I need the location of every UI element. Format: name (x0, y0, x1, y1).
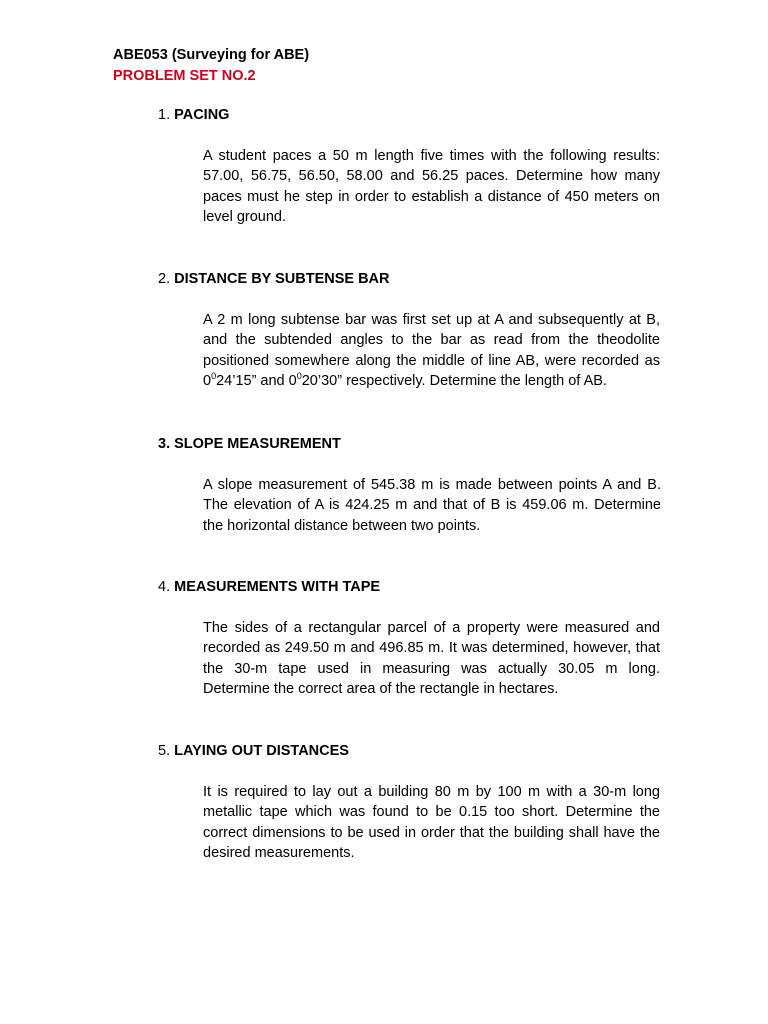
problem-3 (158, 434, 660, 536)
problem-4 (158, 577, 660, 700)
problem-2-heading (158, 269, 660, 289)
problem-4-title: MEASUREMENTS WITH TAPE (174, 579, 381, 595)
problem-1-heading (158, 105, 660, 125)
problem-2-text-part-1: A 2 m long subtense bar was first set up at A and subsequently at B, and the subtended angles to the bar as read from the theodolite positioned somewhere along the middle of line AB, were recorded as 0 (203, 312, 660, 390)
problem-4-heading (158, 577, 660, 597)
problem-2-angle1-degree: 0 (211, 371, 217, 382)
problem-2-title: DISTANCE BY SUBTENSE BAR (174, 271, 390, 287)
problem-2-angle2-degree: 0 (296, 371, 302, 382)
problem-5 (158, 741, 660, 864)
problem-3-heading (158, 434, 660, 454)
problem-3-title: SLOPE MEASUREMENT (174, 436, 341, 452)
problem-1-title: PACING (174, 107, 230, 123)
problem-5-number: 5. (158, 743, 171, 759)
problem-3-number: 3. (158, 436, 171, 452)
problem-2-number: 2. (158, 271, 171, 287)
problem-4-text: The sides of a rectangular parcel of a property were measured and recorded as 249.50 m and 496.85 m. It was determined, however, that the 30-m tape used in measuring was actually 30.05 m long. Determine the correct area of the rectangle in hectares. (203, 620, 660, 698)
problem-2-text-part-3: 20’30” respectively. Determine the length of AB. (301, 373, 607, 390)
course-title: ABE053 (Surveying for ABE) (113, 47, 310, 63)
problem-set-title: PROBLEM SET NO.2 (113, 68, 256, 84)
problem-5-text: It is required to lay out a building 80 m by 100 m with a 30-m long metallic tape which was found to be 0.15 too short. Determine the correct dimensions to be used in order that the building shall have the desired measurements. (203, 784, 660, 862)
problem-2-text (203, 310, 660, 392)
problem-1 (158, 105, 660, 228)
problem-2-text-part-2: 24’15” and 0 (216, 373, 297, 390)
problem-2 (158, 269, 660, 392)
problem-4-number: 4. (158, 579, 171, 595)
problem-5-heading (158, 741, 660, 761)
problem-1-text: A student paces a 50 m length five times with the following results: 57.00, 56.75, 56.50, 58.00 and 56.25 paces. Determine how many paces must he step in order to establish a distance of 450 meters on level ground. (203, 148, 660, 226)
problem-3-text: A slope measurement of 545.38 m is made between points A and B. The elevation of A is 424.25 m and that of B is 459.06 m. Determine the horizontal distance between two points. (203, 477, 661, 534)
problem-1-number: 1. (158, 107, 171, 123)
problem-5-title: LAYING OUT DISTANCES (174, 743, 349, 759)
